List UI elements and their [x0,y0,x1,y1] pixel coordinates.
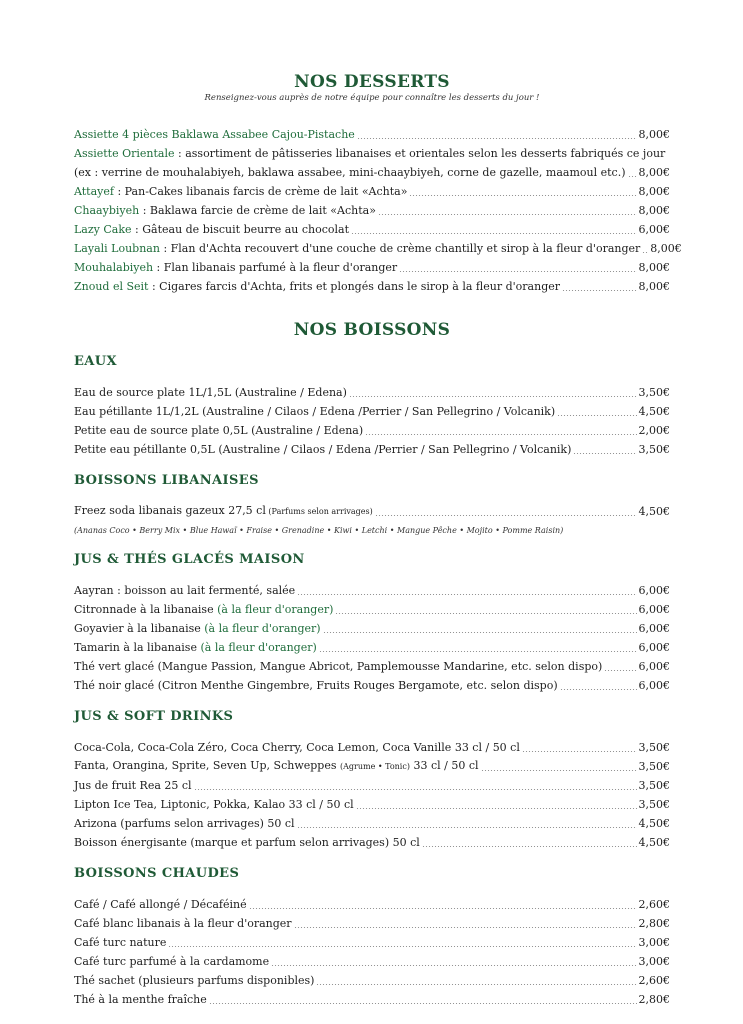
leader-dots [409,195,636,196]
item-price: 3,00€ [638,955,670,968]
list-item [74,833,670,852]
leader-dots [357,138,637,139]
item-price: 3,00€ [638,936,670,949]
boissons-title: NOS BOISSONS [293,320,451,340]
item-name: Thé noir glacé (Citron Menthe Gingembre, Fruits Rouges Bergamote, etc. selon dispo) [74,679,558,692]
item-name: Lipton Ice Tea, Liptonic, Pokka, Kalao 33 cl / 50 cl [74,798,354,811]
item-desc: : Flan d'Achta recouvert d'une couche de crème chantilly et sirop à la fleur d'oranger [159,242,641,255]
leader-dots [323,632,637,633]
leader-dots [297,827,637,828]
section-heading-chaudes: BOISSONS CHAUDES [74,866,240,881]
list-item [74,144,670,163]
list-item [74,201,670,220]
item-name: Attayef [74,185,114,198]
item-desc: : Gâteau de biscuit beurre au chocolat [131,223,350,236]
item-price: 8,00€ [638,166,670,179]
list-item [74,402,670,421]
leader-dots [399,271,636,272]
item-name: Assiette 4 pièces Baklawa Assabee Cajou-Pistache [74,128,355,141]
list-item [74,657,670,676]
leader-dots [522,751,637,752]
leader-dots [573,453,636,454]
libanaises-list [74,502,670,538]
leader-dots [365,434,636,435]
leader-dots [604,670,636,671]
section-heading-soft: JUS & SOFT DRINKS [74,709,234,724]
section-heading-eaux: EAUX [74,354,118,369]
item-name: Citronnade à la libanaise [74,603,218,616]
item-price: 6,00€ [638,603,670,616]
list-item [74,738,670,757]
list-item [74,220,670,239]
leader-dots [168,946,636,947]
list-item [74,776,670,795]
list-item [74,581,670,600]
item-price: 2,00€ [638,424,670,437]
list-item [74,638,670,657]
item-name: Eau de source plate 1L/1,5L (Australine / Edena) [74,386,347,399]
item-desc: : Baklawa farcie de crème de lait «Achta» [139,204,376,217]
item-price: 3,50€ [638,741,670,754]
item-name: Petite eau pétillante 0,5L (Australine / Cilaos / Edena /Perrier / San Pellegrino / Volcanik) [74,443,572,456]
item-price: 2,60€ [638,898,670,911]
item-price: 8,00€ [638,128,670,141]
flavours-note: (Ananas Coco • Berry Mix • Blue Hawaï • Fraise • Grenadine • Kiwi • Letchi • Mangue Pêche • Mojito • Pomme Raisin) [74,526,564,535]
desserts-list [74,125,682,296]
item-note: (Parfums selon arrivages) [265,507,373,516]
leader-dots [194,789,637,790]
leader-dots [481,770,637,771]
item-name: Café / Café allongé / Décaféiné [74,898,247,911]
list-item [74,383,670,402]
leader-dots [356,808,637,809]
item-name: Café turc nature [74,936,167,949]
item-price: 4,50€ [638,836,670,849]
list-item [74,440,670,459]
soft-list [74,738,670,852]
item-price: 2,80€ [638,917,670,930]
item-name: Tamarin à la libanaise [74,641,201,654]
item-name: Café blanc libanais à la fleur d'oranger [74,917,292,930]
leader-dots [297,594,636,595]
item-name: Chaaybiyeh [74,204,140,217]
list-item [74,933,670,952]
item-name: Thé à la menthe fraîche [74,993,207,1006]
list-item [74,125,670,144]
item-flavour: (à la fleur d'oranger) [204,622,321,635]
item-name: Fanta, Orangina, Sprite, Seven Up, Schweppes [74,759,340,772]
item-price: 6,00€ [638,679,670,692]
item-desc: : assortiment de pâtisseries libanaises et orientales selon les desserts fabriqués ce jour [174,147,666,160]
item-name: Goyavier à la libanaise [74,622,205,635]
desserts-title: NOS DESSERTS [294,72,450,92]
item-price: 3,50€ [638,760,670,773]
section-heading-jus-thes: JUS & THÉS GLACÉS MAISON [74,552,305,567]
item-name: Mouhalabiyeh [74,261,154,274]
item-price: 3,50€ [638,443,670,456]
list-item [74,795,670,814]
item-name: Thé sachet (plusieurs parfums disponibles) [74,974,315,987]
item-name: Arizona (parfums selon arrivages) 50 cl [74,817,295,830]
leader-dots [249,908,637,909]
item-price: 8,00€ [650,242,682,255]
item-price: 6,00€ [638,622,670,635]
list-item [74,502,670,521]
item-name: Coca-Cola, Coca-Cola Zéro, Coca Cherry, Coca Lemon, Coca Vanille 33 cl / 50 cl [74,741,520,754]
item-desc: (ex : verrine de mouhalabiyeh, baklawa assabee, mini-chaaybiyeh, corne de gazelle, maamoul etc.) [74,166,626,179]
list-item [74,971,670,990]
item-name: Assiette Orientale [74,147,175,160]
item-price: 2,60€ [638,974,670,987]
item-name: Freez soda libanais gazeux 27,5 cl [74,504,266,517]
item-name: Eau pétillante 1L/1,2L (Australine / Cilaos / Edena /Perrier / San Pellegrino / Volcanik) [74,405,556,418]
item-price: 6,00€ [638,660,670,673]
item-price: 4,50€ [638,505,670,518]
list-item [74,914,670,933]
item-price: 8,00€ [638,185,670,198]
item-price: 8,00€ [638,280,670,293]
jus-thes-list [74,581,670,695]
leader-dots [319,651,637,652]
list-item [74,421,670,440]
leader-dots [378,214,637,215]
item-note: (Agrume • Tonic) [340,762,410,771]
leader-dots [562,290,636,291]
item-name: Lazy Cake [74,223,132,236]
item-name: Petite eau de source plate 0,5L (Australine / Edena) [74,424,364,437]
list-item [74,277,670,296]
leader-dots [351,233,636,234]
list-item [74,258,670,277]
item-name: Jus de fruit Rea 25 cl [74,779,192,792]
item-price: 8,00€ [638,204,670,217]
item-name: Café turc parfumé à la cardamome [74,955,270,968]
list-item [74,757,670,776]
list-item [74,814,670,833]
leader-dots [349,396,637,397]
item-name: Aayran : boisson au lait fermenté, salée [74,584,296,597]
item-price: 6,00€ [638,584,670,597]
item-price: 3,50€ [638,386,670,399]
list-item [74,182,670,201]
chaudes-list [74,895,670,1009]
item-name: Layali Loubnan [74,242,160,255]
item-price: 4,50€ [638,405,670,418]
list-item [74,619,670,638]
desserts-subtitle: Renseignez-vous auprès de notre équipe pour connaître les desserts du jour ! [204,93,540,103]
item-flavour: (à la fleur d'oranger) [217,603,334,616]
list-item [74,600,670,619]
item-price: 3,50€ [638,779,670,792]
item-flavour: (à la fleur d'oranger) [200,641,317,654]
item-price: 6,00€ [638,223,670,236]
leader-dots [560,689,637,690]
section-heading-libanaises: BOISSONS LIBANAISES [74,473,259,488]
leader-dots [375,515,637,516]
item-price: 8,00€ [638,261,670,274]
item-price: 6,00€ [638,641,670,654]
list-item [74,163,670,182]
leader-dots [335,613,636,614]
item-desc: : Flan libanais parfumé à la fleur d'oranger [153,261,398,274]
leader-dots [271,965,636,966]
leader-dots [294,927,637,928]
item-price: 2,80€ [638,993,670,1006]
leader-dots [628,176,637,177]
list-item [74,952,670,971]
leader-dots [316,984,636,985]
item-price: 3,50€ [638,798,670,811]
list-item [74,676,670,695]
list-item [74,895,670,914]
item-desc: : Cigares farcis d'Achta, frits et plongés dans le sirop à la fleur d'oranger [148,280,561,293]
item-name: Znoud el Seit [74,280,149,293]
eaux-list [74,383,670,459]
list-item [74,239,682,258]
item-name: Thé vert glacé (Mangue Passion, Mangue Abricot, Pamplemousse Mandarine, etc. selon dispo) [74,660,603,673]
leader-dots [557,415,636,416]
item-size: 33 cl / 50 cl [409,759,479,772]
item-name: Boisson énergisante (marque et parfum selon arrivages) 50 cl [74,836,420,849]
item-desc: : Pan-Cakes libanais farcis de crème de lait «Achta» [113,185,408,198]
leader-dots [642,252,648,253]
item-price: 4,50€ [638,817,670,830]
list-item [74,990,670,1009]
leader-dots [422,846,637,847]
leader-dots [209,1003,637,1004]
